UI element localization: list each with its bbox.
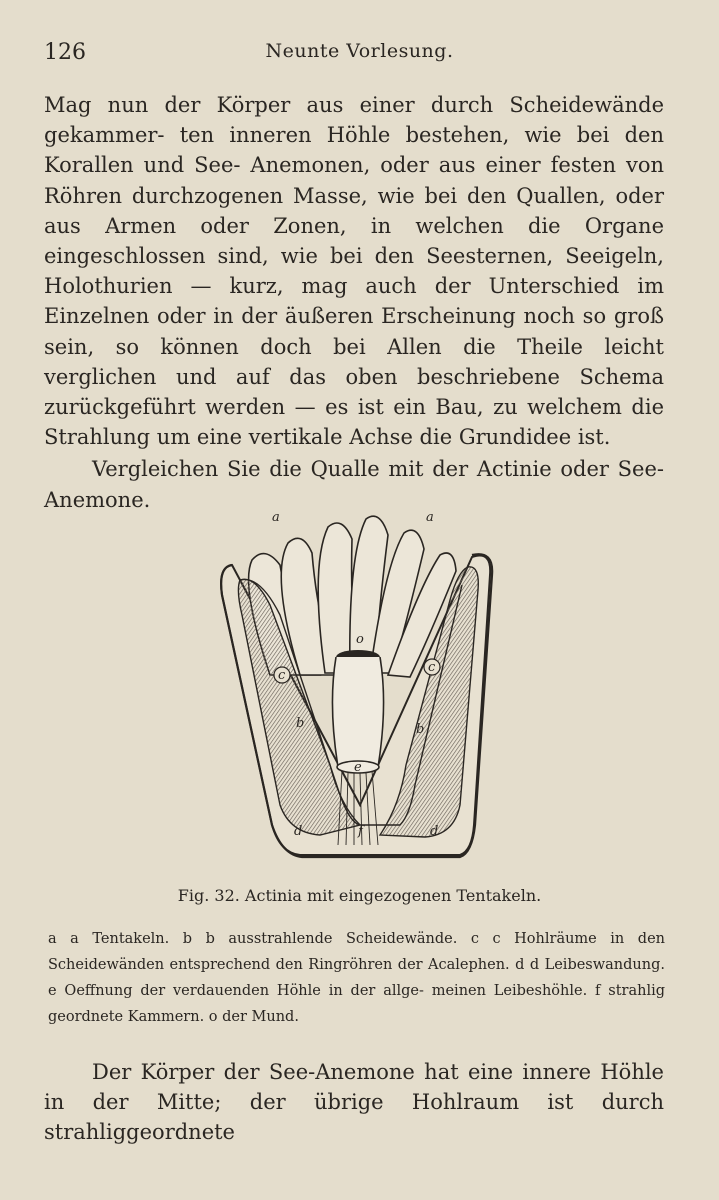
running-title: Neunte Vorlesung. [265, 40, 454, 62]
paragraph-1: Mag nun der Körper aus einer durch Scheidewände gekammer- ten inneren Höhle bestehen, wie bei den Korallen und See- Anemonen, oder aus einer festen von Röhren durchzogenen Masse, wie bei den Quallen, oder aus Armen oder Zonen, in welchen die Organe eingeschlossen sind, wie bei den Seesternen, Seeigeln, Holothurien — kurz, mag auch der Unterschied im Einzelnen oder in der äußeren Erscheinung noch so groß sein, so können doch bei Allen die Theile leicht verglichen und auf das oben beschriebene Schema zurückgeführt werden — es ist ein Bau, zu welchem die Strahlung um eine vertikale Achse die Grundidee ist. [44, 93, 664, 450]
label-d-right: d [430, 824, 439, 839]
lower-text [44, 1057, 664, 1148]
oral-tube [332, 657, 383, 767]
label-d-left: d [294, 824, 303, 839]
label-c-right: c [428, 660, 436, 675]
figure-caption: Fig. 32. Actinia mit eingezogenen Tentakeln. [177, 886, 542, 905]
label-f: f [358, 824, 363, 839]
actinia-figure [210, 505, 500, 885]
label-c-left: c [278, 668, 286, 683]
page-header [44, 40, 675, 68]
legend-text: a a Tentakeln. b b ausstrahlende Scheidewände. c c Hohlräume in den Scheidewänden entsprechend den Ringröhren der Acalephen. d d Leibeswandung. e Oeffnung der verdauenden Höhle in der allge- meinen Leibeshöhle. f strahlig geordnete Kammern. o der Mund. [48, 931, 665, 1025]
label-o: o [356, 632, 364, 647]
closing-paragraph: Der Körper der See-Anemone hat eine innere Höhle in der Mitte; der übrige Hohlraum ist durch strahliggeordnete [44, 1060, 664, 1145]
label-e: e [354, 760, 362, 775]
page-number: 126 [44, 40, 86, 65]
label-b-left: b [296, 716, 305, 731]
label-b-right: b [416, 722, 425, 737]
label-a-right: a [426, 510, 434, 525]
label-a-left: a [272, 510, 280, 525]
upper-text [44, 90, 664, 515]
paragraph-2: Vergleichen Sie die Qualle mit der Actinie oder See- Anemone. [44, 457, 664, 512]
actinia-illustration [210, 505, 500, 885]
figure-legend [48, 926, 665, 1030]
